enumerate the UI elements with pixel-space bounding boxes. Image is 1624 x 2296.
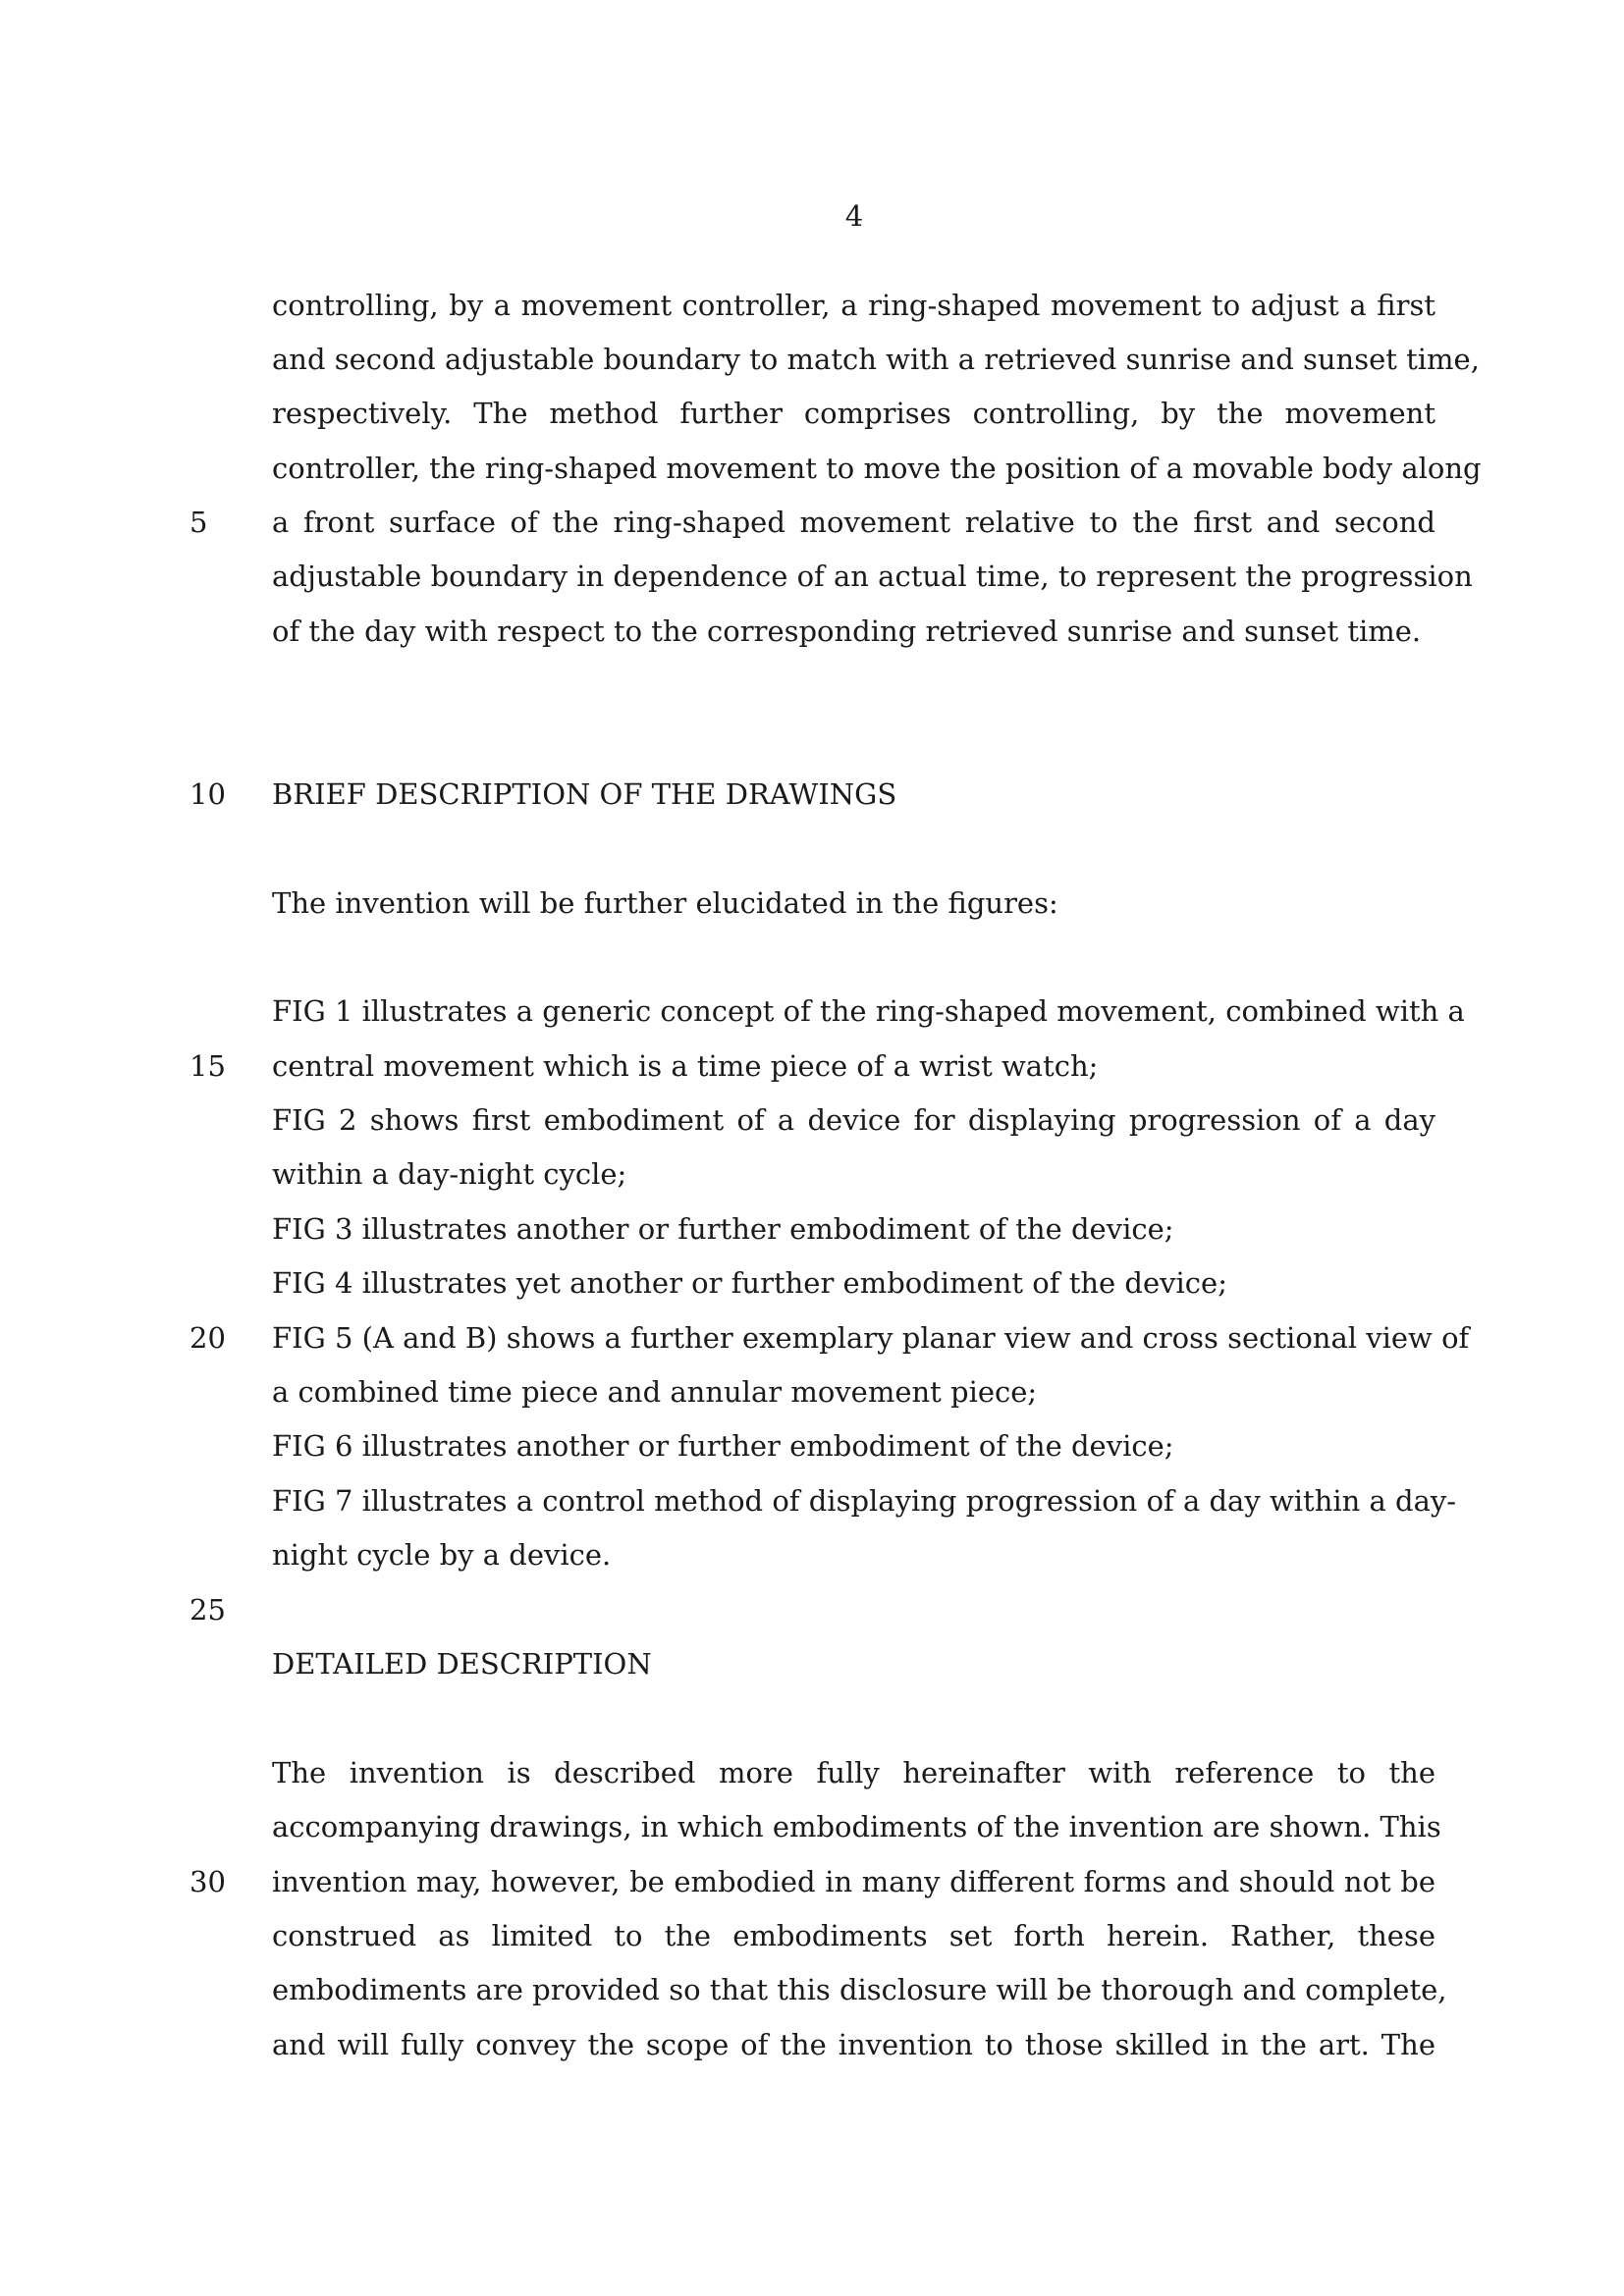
list-line: central movement which is a time piece of a wrist watch;	[272, 1049, 1099, 1083]
text-line: The invention is described more fully hereinafter with reference to the	[272, 1756, 1435, 1789]
text-line: controlling, by a movement controller, a ring-shaped movement to adjust a first	[272, 289, 1435, 322]
page-number: 4	[844, 199, 864, 233]
section-heading: BRIEF DESCRIPTION OF THE DRAWINGS	[272, 777, 897, 811]
text-line: construed as limited to the embodiments set forth herein. Rather, these	[272, 1919, 1435, 1952]
list-line: FIG 6 illustrates another or further embodiment of the device;	[272, 1429, 1174, 1463]
line-number: 25	[189, 1593, 226, 1627]
list-line: a combined time piece and annular movement piece;	[272, 1375, 1038, 1409]
list-line: FIG 7 illustrates a control method of displaying progression of a day within a day-	[272, 1484, 1457, 1518]
text-line: adjustable boundary in dependence of an actual time, to represent the progression	[272, 560, 1473, 593]
line-number: 30	[189, 1865, 226, 1898]
list-line: FIG 5 (A and B) shows a further exemplary planar view and cross sectional view of	[272, 1321, 1470, 1355]
list-line: FIG 4 illustrates yet another or further embodiment of the device;	[272, 1266, 1227, 1300]
list-line: within a day-night cycle;	[272, 1157, 627, 1191]
text-line: respectively. The method further comprises controlling, by the movement	[272, 397, 1435, 430]
section-intro: The invention will be further elucidated in the figures:	[272, 886, 1058, 920]
text-line: controller, the ring-shaped movement to move the position of a movable body along	[272, 452, 1482, 485]
list-line: FIG 1 illustrates a generic concept of the ring-shaped movement, combined with a	[272, 994, 1465, 1028]
list-line: night cycle by a device.	[272, 1538, 612, 1572]
list-line: FIG 2 shows first embodiment of a device for displaying progression of a day	[272, 1103, 1435, 1137]
list-line: FIG 3 illustrates another or further embodiment of the device;	[272, 1212, 1174, 1246]
text-line: a front surface of the ring-shaped movement relative to the first and second	[272, 506, 1435, 539]
line-number: 15	[189, 1049, 226, 1083]
line-number: 10	[189, 777, 226, 811]
section-heading: DETAILED DESCRIPTION	[272, 1647, 652, 1681]
text-line: and second adjustable boundary to match with a retrieved sunrise and sunset time,	[272, 343, 1480, 376]
text-line: invention may, however, be embodied in many different forms and should not be	[272, 1865, 1435, 1898]
text-line: embodiments are provided so that this disclosure will be thorough and complete,	[272, 1973, 1447, 2006]
text-line: of the day with respect to the corresponding retrieved sunrise and sunset time.	[272, 614, 1422, 648]
line-number: 5	[189, 506, 208, 539]
text-line: accompanying drawings, in which embodiments of the invention are shown. This	[272, 1810, 1441, 1843]
line-number: 20	[189, 1321, 226, 1355]
text-line: and will fully convey the scope of the invention to those skilled in the art. The	[272, 2028, 1435, 2061]
